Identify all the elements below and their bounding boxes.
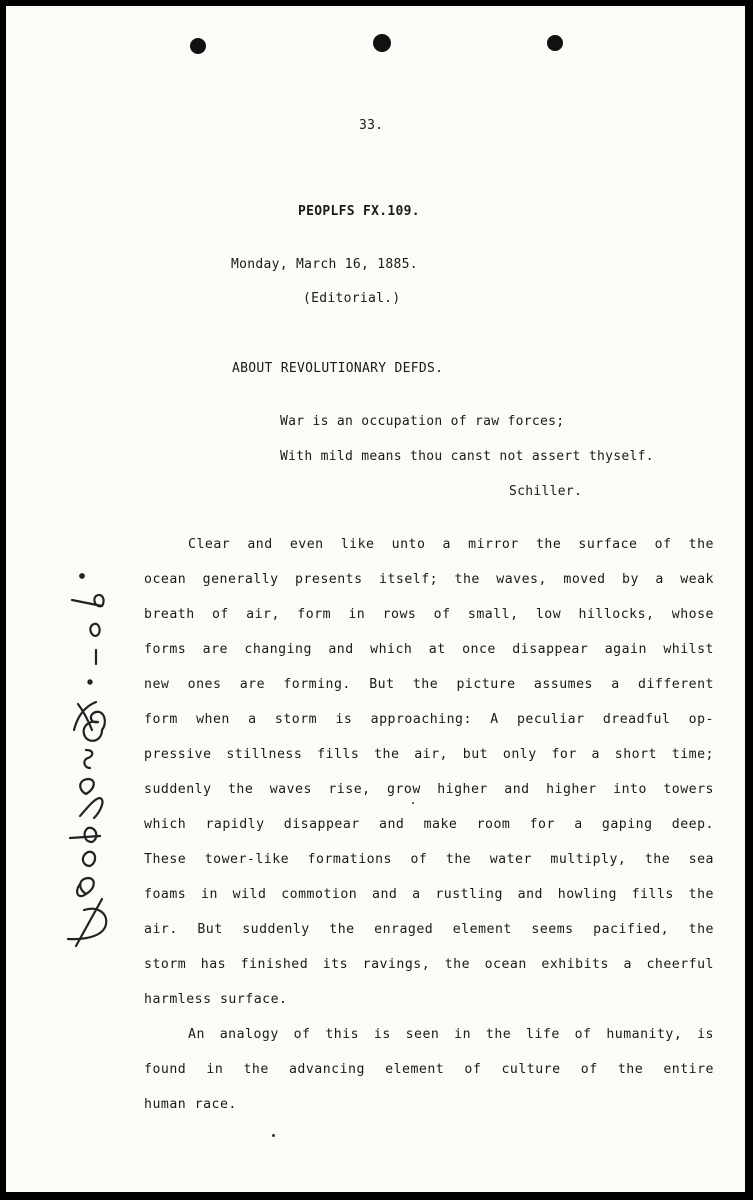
paragraph-1-line: forms are changing and which at once disappear again whilst [144,642,714,657]
paragraph-1-line: form when a storm is approaching: A peculiar dreadful op- [144,712,714,727]
punch-hole-right [547,35,563,51]
paragraph-1-line: ocean generally presents itself; the waves, moved by a weak [144,572,714,587]
paragraph-1-line: air. But suddenly the enraged element seems pacified, the [144,922,714,937]
paragraph-1-line: suddenly the waves rise, grow higher and higher into towers [144,782,714,797]
paragraph-1-line: pressive stillness fills the air, but only for a short time; [144,747,714,762]
punch-hole-center [373,34,391,52]
article-type: (Editorial.) [303,291,401,306]
paragraph-1-line: which rapidly disappear and make room for a gaping deep. [144,817,714,832]
paragraph-1-line: harmless surface. [144,992,288,1007]
ink-speck [272,1134,275,1137]
paragraph-1-line: foams in wild commotion and a rustling and howling fills the [144,887,714,902]
epigraph-line-1: War is an occupation of raw forces; [280,414,565,429]
handwritten-exhibit-note [56,554,116,954]
paragraph-2-line: found in the advancing element of culture of the entire [144,1062,714,1077]
ink-speck [412,802,414,804]
article-heading: ABOUT REVOLUTIONARY DEFDS. [232,361,444,376]
page-number: 33. [359,118,384,133]
paragraph-1-line: storm has finished its ravings, the ocean exhibits a cheerful [144,957,714,972]
paragraph-2-line: An analogy of this is seen in the life of humanity, is [188,1027,714,1042]
date-line: Monday, March 16, 1885. [231,257,418,272]
exhibit-label: PEOPLFS FX.109. [298,204,420,219]
punch-hole-left [190,38,206,54]
epigraph-attribution: Schiller. [509,484,583,499]
paragraph-1-line: These tower-like formations of the water multiply, the sea [144,852,714,867]
paragraph-1-line: Clear and even like unto a mirror the surface of the [188,537,714,552]
document-page [6,6,745,1192]
paragraph-1-line: new ones are forming. But the picture assumes a different [144,677,714,692]
paragraph-2-line: human race. [144,1097,237,1112]
epigraph-line-2: With mild means thou canst not assert thyself. [280,449,654,464]
paragraph-1-line: breath of air, form in rows of small, low hillocks, whose [144,607,714,622]
